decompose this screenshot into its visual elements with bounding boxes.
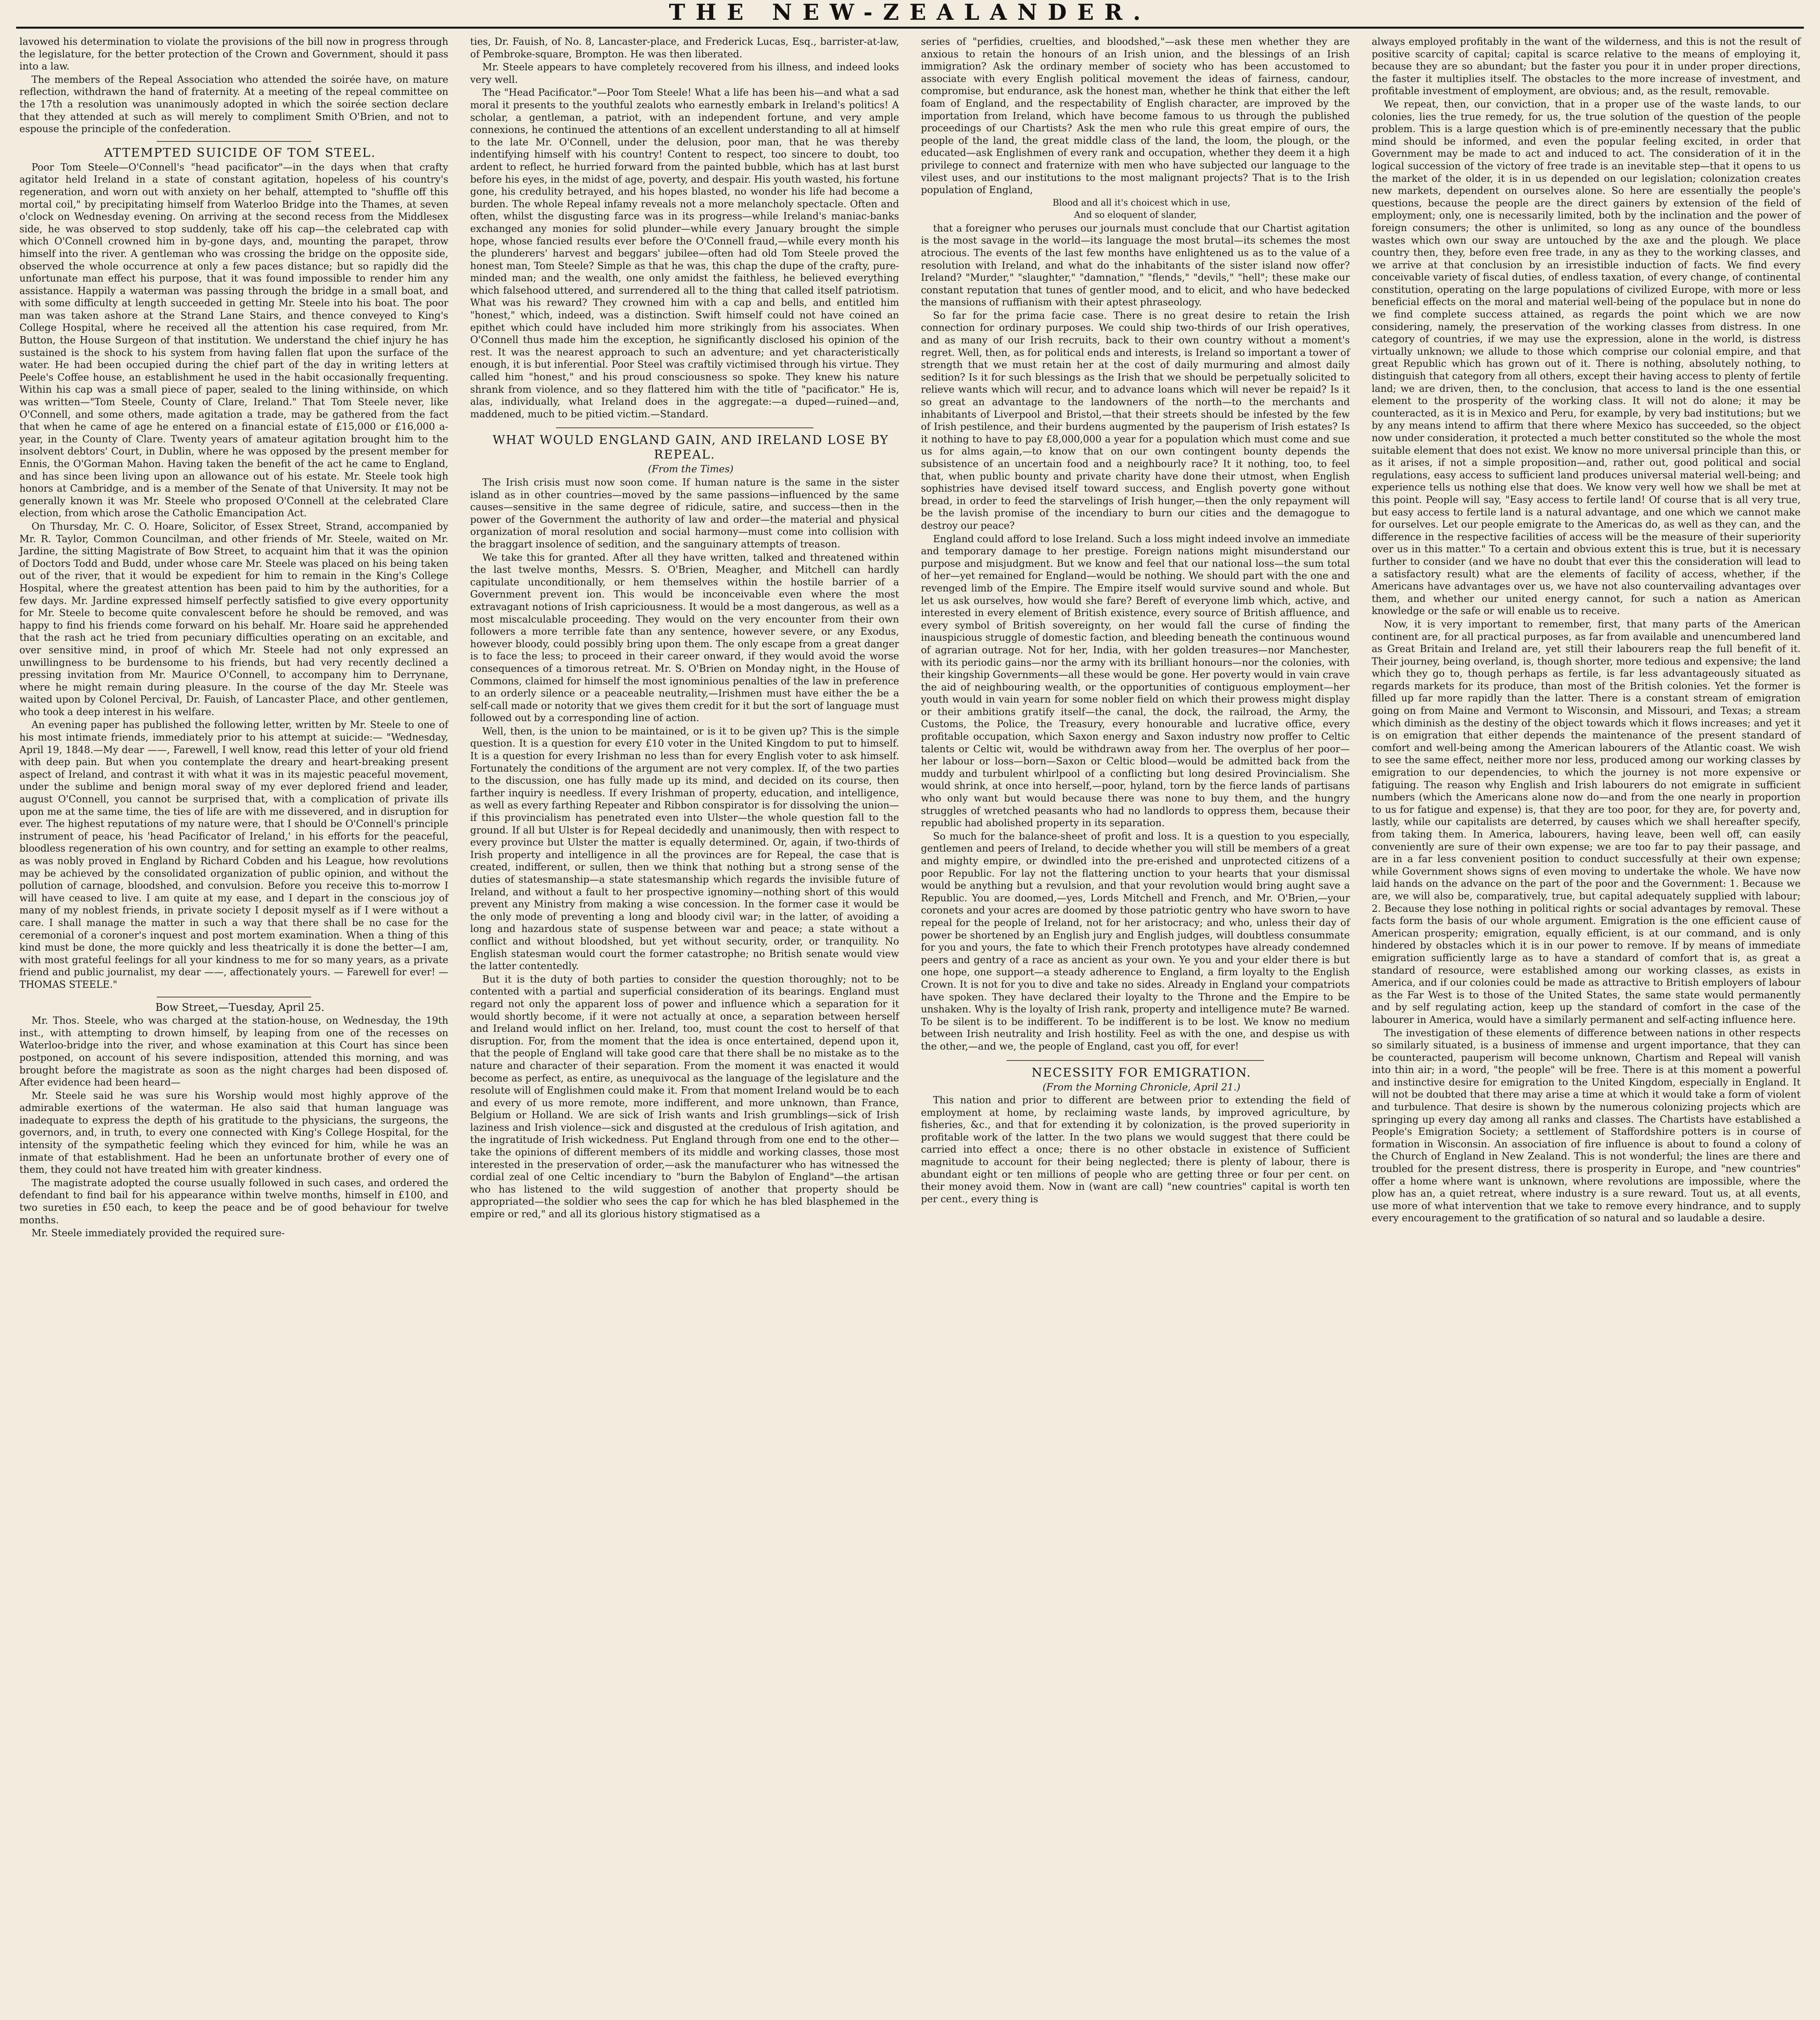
article-source: (From the Times) [648,463,734,475]
paragraph: This nation and prior to different are between prior to extending the field of employment at home, by reclaiming waste lands, by improved agriculture, by fisheries, &c., and that for extending it by colonization, is the proved superiority in profitable work of the latter. In the two plans we would suggest that there could be carried into effect a once; there is no other obstacle in existence of Sufficient magnitude to account for their being neglected; there is plenty of labour, there is abundant eight or ten millions of people who are getting three or four per cent. on their money avoid them. Now in (want are call) "new countries" capital is worth ten per cent., every thing is [921,1094,1350,1205]
paragraph: So much for the balance-sheet of profit and loss. It is a question to you especially, gentlemen and peers of Ireland, to decide whether you will still be members of a great and mighty empire, or dwindled into the pre-erished and unprotected citizens of a poor Republic. For lay not the flattering unction to your hearts that your dismissal would be anything but a revulsion, and that your revolution would bring aught save a Republic. You are doomed,—yes, Lords Mitchell and French, and Mr. O'Brien,—your coronets and your acres are doomed by those patriotic gentry who have sworn to have repeal for the people of Ireland, not for her aristocracy; and who, unless their day of power be shortened by an English jury and English judges, will doubtless consummate for you and yours, the fate to which their French prototypes have already condemned peers and gentry of a race as ancient as your own. Ye you and your elder there is but one hope, one support—a steady adherence to England, a firm loyalty to the English Crown. It is not for you to dive and take no sides. Already in England your compatriots have spoken. They have declared their loyalty to the Throne and the Empire to be unshaken. Why is the loyalty of Irish rank, property and intelligence mute? Be warned. To be silent is to be indifferent. To be indifferent is to be lost. We know no medium between Irish neutrality and Irish hostility. Feel as with the one, and despise us with the other,—and we, the people of England, cast you off, for ever! [921,830,1350,1052]
masthead-title: THE NEW-ZEALANDER. [669,0,1151,25]
divider [1007,1060,1264,1061]
paragraph: ties, Dr. Fauish, of No. 8, Lancaster-place, and Frederick Lucas, Esq., barrister-at-law, of Pembroke-square, Brompton. He was then liberated. [470,36,899,60]
paragraph: Mr. Steele said he was sure his Worship would most highly approve of the admirable exertions of the waterman. He also said that human language was inadequate to express the depth of his gratitude to the physicians, the surgeons, the governors, and, in truth, to every one connected with King's College Hospital, for the intensity of the sympathetic feeling which they evinced for him, while he was an inmate of that establishment. Had he been an unfortunate brother of every one of them, they could not have treated him with greater kindness. [19,1090,449,1176]
paragraph: series of "perfidies, cruelties, and bloodshed,"—ask these men whether they are anxious to retain the honours of an Irish union, and the blessings of an Irish immigration? Ask the ordinary member of society who has been accustomed to associate with every English political movement the ideas of fairness, candour, compromise, but endurance, ask the honest man, whether he think that either the left foam of England, and the respectability of English character, are improved by the importation from Ireland, which have become famous to us through the published proceedings of our Chartists? Ask the men who rule this great empire of ours, the people of the land, the great middle class of the land, the loom, the plough, or the educated—ask Englishmen of every rank and occupation, whether they deem it a high privilege to connect and fraternize with men who have subjected our language to the vilest uses, and our institutions to the most malignant projects? That is to the Irish population of England, [921,36,1350,196]
columns [16,36,1804,2020]
verse-quote: Blood and all it's choicest which in use, And so eloquent of slander, [1052,198,1230,220]
divider [556,427,813,428]
paragraph: Now, it is very important to remember, first, that many parts of the American continent are, for all practical purposes, as far from available and unencumbered land as Great Britain and Ireland are, yet still their labourers reap the full benefit of it. Their journey, being overland, is, though shorter, more tedious and expensive; the land which they go to, though perhaps as fertile, is far less advantageously situated as regards markets for its produce, than most of the British colonies. Yet the former is filled up far more rapidly than the latter. There is a constant stream of emigration going on from Maine and Vermont to Wisconsin, and Missouri, and Texas; a stream which diminish as the destiny of the object towards which it flows increases; and yet it is on emigration that either depends the maintenance of the present standard of comfort and well-being among the American labourers of the Atlantic coast. We wish to see the same effect, neither more nor less, produced among our working classes by emigration to our dependencies, to which the journey is not more expensive or fatiguing. The reason why English and Irish labourers do not emigrate in sufficient numbers (which the Americans alone now do—and from the one nearly in proportion to us for fatigue and expense) is, that they are too poor, for they are, for poverty and, lastly, while our capitalists are deterred, by causes which we shall hereafter specify, from taking them. In America, labourers, having leave, been well off, can easily conveniently are sure of their own expense; we are too far to pay their passage, and are in a far less convenient position to conduct successfully at their own expense; while Government shows signs of even moving to undertake the whole. We have now laid hands on the advance on the part of the poor and the Government: 1. Because we are, we will also be, comparatively, true, but capital adequately supplied with labour; 2. Because they lose nothing in political rights or social advantages by removal. These facts form the basis of our whole argument. Emigration is the one efficient cause of American prosperity; emigration, equally efficient, is at our command, and is only hindered by obstacles which it is in our power to remove. If by means of immediate emigration sufficiently large as to have a standard of comfort that is, as great a standard of resource, were established among our working classes, as exists in America, and if our colonies could be made as attractive to British employers of labour as the Far West is to those of the United States, the same state would permanently and by self regulating action, keep up the standard of comfort in the case of the labourer in America, would have a similarly permanent and self-acting influence here. [1371,618,1801,1025]
paragraph: Mr. Steele appears to have completely recovered from his illness, and indeed looks very well. [470,61,899,85]
paragraph: The investigation of these elements of difference between nations in other respects so similarly situated, is a business of immense and urgent importance, that they can be counteracted, pauperism will become unknown, Chartism and Repeal will vanish into thin air; in a word, "the people" will be free. There is at this moment a powerful and instinctive desire for emigration to the United Kingdom, especially in England. It will not be doubted that there may arise a time at which it would take a form of violent and turbulence. That desire is shown by the numerous colonizing projects which are springing up every day among all ranks and classes. The Chartists have established a People's Emigration Society; a settlement of Staffordshire potters is in course of formation in Wisconsin. An association of fire influence is about to found a colony of the Church of England in New Zealand. This is not wonderful; the lines are there and troubled for the present distress, there is prosperity in Europe, and "new countries" offer a home where want is unknown, where revolutions are impossible, where the plow has an, a quiet retreat, where industry is a sure reward. Tout us, at all events, use more of what intervention that we take to remove every hindrance, and to supply every encouragement to the gratification of so natural and so laudable a desire. [1371,1027,1801,1224]
article-heading: NECESSITY FOR EMIGRATION. [1031,1065,1251,1080]
paragraph: Poor Tom Steele—O'Connell's "head pacificator"—in the days when that crafty agitator held Ireland in a state of constant agitation, hopeless of his country's regeneration, and worn out with anxiety on her behalf, attempted to "shuffle off this mortal coil," by precipitating himself from Waterloo Bridge into the Thames, at seven o'clock on Wednesday evening. On arriving at the second recess from the Middlesex side, he was observed to stop suddenly, take off his cap—the celebrated cap with which O'Connell crowned him in by-gone days, and, mounting the parapet, throw himself into the river. A gentleman who was crossing the bridge on the opposite side, observed the whole occurrence at only a few paces distance; but so rapidly did the unfortunate man effect his purpose, that it was found impossible to render him any assistance. Happily a waterman was passing through the bridge in a small boat, and with some difficulty at length succeeded in getting Mr. Steele into his boat. The poor man was taken ashore at the Strand Lane Stairs, and thence conveyed to King's College Hospital, where he received all the attention his case required, from Mr. Button, the House Surgeon of that institution. We understand the chief injury he has sustained is the shock to his system from having fallen flat upon the surface of the water. He had been occupied during the chief part of the day in writing letters at Peele's Coffee house, an establishment he used in the habit occasionally frequenting. Within his cap was a small piece of paper, sealed to the lining withinside, on which was written—"Tom Steele, County of Clare, Ireland." That Tom Steele never, like O'Connell, and some others, made agitation a trade, may be gathered from the fact that when he came of age he entered on a financial estate of £15,000 or £16,000 a-year, in the County of Clare. Twenty years of amateur agitation brought him to the insolvent debtors' Court, in Dublin, where he was opposed by the present member for Ennis, the O'Gorman Mahon. Having taken the benefit of the act he came to England, and has since been living upon an allowance out of his estate. Mr. Steele took high honors at Cambridge, and is a member of the Senate of that University. It may not be generally known it was Mr. Steele who proposed O'Connell at the celebrated Clare election, from which arose the Catholic Emancipation Act. [19,161,449,519]
column-4 [1369,36,1804,2020]
column-2 [467,36,903,2020]
paragraph: The members of the Repeal Association who attended the soirée have, on mature reflection, withdrawn the hand of fraternity. At a meeting of the repeal committee on the 17th a resolution was unanimously adopted in which the soirée section declare that they attended at such as will merely to compliment Smith O'Brien, and not to espouse the principle of the confederation. [19,74,449,135]
paragraph: always employed profitably in the want of the wilderness, and this is not the result of positive scarcity of capital; capital is scarce relative to the means of employing it, because they are so abundant; but the faster you pour it in under proper directions, the faster it multiplies itself. The obstacles to the more increase of investment, and profitable investment of employment, are obvious; and, as the result, removable. [1371,36,1801,97]
paragraph: But it is the duty of both parties to consider the question thoroughly; not to be contented with a partial and superficial consideration of its bearings. England must regard not only the apparent loss of power and influence which a separation for it would shortly become, if it were not actually at once, a separation between herself and Ireland would inflict on her. Ireland, too, must count the cost to herself of that disruption. For, from the moment that the idea is once entertained, depend upon it, that the people of England will take good care that there shall be no mistake as to the nature and character of their separation. From the moment it was enacted it would become as perfect, as entire, as unequivocal as the language of the legislature and the resolute will of Englishmen could make it. From that moment Ireland would be to each and every of us more remote, more indifferent, and more unknown, than France, Belgium or Holland. We are sick of Irish wants and Irish grumblings—sick of Irish laziness and Irish violence—sick and disgusted at the credulous of Irish agitation, and the ingratitude of Irish wickedness. Put England through from one end to the other—take the opinions of different members of its middle and working classes, those most interested in the preservation of order,—ask the manufacturer who has witnessed the cordial zeal of one Celtic incendiary to "burn the Babylon of England"—the artisan who has listened to the wild suggestion of another that property should be appropriated—the soldier who sees the cap for which he has bled blasphemed in the empire or red," and all its glorious history stigmatised as a [470,973,899,1220]
paragraph: So far for the prima facie case. There is no great desire to retain the Irish connection for ordinary purposes. We could ship two-thirds of our Irish operatives, and as many of our Irish recruits, back to their own country without a moment's regret. Well, then, as for political ends and interests, is Ireland so important a tower of strength that we must retain her at the cost of daily murmuring and almost daily sedition? Is it for such blessings as the Irish that we should be perpetually solicited to relieve wants which will recur, and to advance loans which will never be repaid? Is it so great an advantage to the landowners of the north—to the merchants and inhabitants of Liverpool and Bristol,—that their streets should be infested by the few of Irish pestilence, and their burdens augmented by the pauperism of Irish estates? Is it nothing to have to pay £8,000,000 a year for a population which must come and sue us for alms again,—to know that on our own contingent bounty depends the subsistence of an uncertain food and a neighbourly race? It it nothing, too, to feel that, when public bounty and private charity have done their utmost, when English sophistries have devised itself toward success, and English poverty gone without bread, in order to feed the starvelings of Irish hunger,—then the only repayment will be the lavish promise of the incendiary to burn our cities and the demagogue to destroy our peace? [921,309,1350,531]
article-heading: ATTEMPTED SUICIDE OF TOM STEEL. [104,145,376,160]
article-source: (From the Morning Chronicle, April 21.) [1043,1081,1241,1093]
paragraph: The magistrate adopted the course usually followed in such cases, and ordered the defendant to find bail for his appearance within twelve months, himself in £100, and two sureties in £50 each, to keep the peace and be of good behaviour for twelve months. [19,1177,449,1226]
masthead [0,0,1820,24]
paragraph: Mr. Steele immediately provided the required sure- [32,1227,285,1239]
article-heading: WHAT WOULD ENGLAND GAIN, AND IRELAND LOSE BY REPEAL. [493,433,889,462]
paragraph: On Thursday, Mr. C. O. Hoare, Solicitor, of Essex Street, Strand, accompanied by Mr. R. Taylor, Common Councilman, and other friends of Mr. Steele, waited on Mr. Jardine, the sitting Magistrate of Bow Street, to acquaint him that it was the opinion of Doctors Todd and Budd, under whose care Mr. Steele was placed on his being taken out of the river, that it would be expedient for him to remain in the King's College Hospital, where the greatest attention has been paid to him by the authorities, for a few days. Mr. Jardine expressed himself perfectly satisfied to give every opportunity for Mr. Steele to become quite convalescent before he should be removed, and was happy to find his friends come forward on his behalf. Mr. Hoare said he apprehended that the rash act he tried from pecuniary difficulties operating on an excitable, and over sensitive mind, in proof of which Mr. Steele had not only expressed an unwillingness to be burdensome to his friends, but had very recently declined a pressing invitation from Mr. Maurice O'Connell, to accompany him to Derrynane, where he might remain during pleasure. In the course of the day Mr. Steele was waited upon by Colonel Percival, Dr. Fauish, of Lancaster Place, and other gentlemen, who took a deep interest in his welfare. [19,520,449,718]
column-1 [16,36,452,2020]
masthead-rule [16,27,1804,29]
paragraph: We take this for granted. After all they have written, talked and threatened within the last twelve months, Messrs. S. O'Brien, Meagher, and Mitchell can hardly capitulate unconditionally, or hem themselves within the hostile barrier of a Government prevent ion. This would be inconceivable even where the most extravagant notions of Irish capriciousness. It would be a most dangerous, as well as a most miscalculable proceeding. They would on the very encounter from their own followers a more terrible fate than any sentence, however severe, or any Exodus, however bloody, could possibly bring upon them. The only escape from a great danger is to face the less; to proceed in their career onward, if they would avoid the worse consequences of a timorous retreat. Mr. S. O'Brien on Monday night, in the House of Commons, claimed for himself the most ignominious penalties of the law in preference to an orderly silence or a peaceable neutrality,—Irishmen must have either the be a self-call made or notority that we gives them credit for it but the sort of language must followed out by a corresponding line of action. [470,551,899,724]
paragraph: We repeat, then, our conviction, that in a proper use of the waste lands, to our colonies, lies the true remedy, for us, the true solution of the question of the people problem. This is a large question which is of pre-eminently necessary that the public mind should be informed, and even the popular feeling excited, in order that Government may be made to act and induced to act. The consideration of it in the logical succession of the victory of free trade is an inevitable step—that it opens to us the market of the older, it is in us depended on our legislation; colonization creates new markets, dependent on ourselves alone. So here are essentially the people's questions, because the people are the direct gainers by extension of the field of employment; only, one is necessarily limited, both by the inclination and the power of foreign consumers; the other is unlimited, so long as any ounce of the boundless wastes which own our sway are untouched by the axe and the plough. We place country then, they, before even free trade, in any as they to the working classes, and we arrive at that conclusion by an irresistible induction of facts. We find every conceivable variety of fiscal duties, of endless taxation, of every change, of continental constitution, operating on the large populations of civilized Europe, with more or less beneficial effects on the moral and material well-being of the populace but in none do we find complete success attained, as regards the point which we are now considering, namely, the preservation of the working classes from distress. In one category of countries, if we may use the expression, alone in the world, is distress virtually unknown; we allude to those which comprise our colonial empire, and that great Republic which has grown out of it. There is nothing, absolutely nothing, to distinguish that category from all others, except their having access to plenty of fertile land; we are driven, then, to the conclusion, that access to land is the one essential element to the prosperity of the working class. It will not do alone; it may be counteracted, as it is in Mexico and Peru, for example, by very bad institutions; but we by any means intend to affirm that there where Mexico has succeeded, so the object now under consideration, it protected a much better constituted so the whole the most suitable element that does not exist. We know no more universal principle than this, or as it arises, if not a simple proposition—and, rather out, good political and social regulations, easy access to sufficient land produces universal material well-being; and experience tells us nothing else that does. We know very well how we shall be met at this point. People will say, "Easy access to fertile land! Of course that is all very true, but easy access to fertile land is a natural advantage, and one which we cannot make for ourselves. Let our people emigrate to the Americas do, as well as they can, and the difference in the respective facilities of access will be the measure of their superiority over us in this matter." To a certain and obvious extent this is true, but it is necessary further to consider (and we have no doubt that ever this the consideration will lead to a satisfactory result) what are the elements of facility of access, whether, if the Americans have advantages over us, we have not also countervailing advantages over them, and whether our united energy cannot, for such a nation as American knowledge or the safe or will enable us to receive. [1371,98,1801,617]
paragraph: Mr. Thos. Steele, who was charged at the station-house, on Wednesday, the 19th inst., with attempting to drown himself, by leaping from one of the recesses on Waterloo-bridge into the river, and whose examination at this Court has since been postponed, on account of his severe indisposition, attended this morning, and was brought before the magistrate as soon as the night charges had been disposed of. After evidence had been heard— [19,1015,449,1088]
paragraph: An evening paper has published the following letter, written by Mr. Steele to one of his most intimate friends, immediately prior to his attempt at suicide:— "Wednesday, April 19, 1848.—My dear ——, Farewell, I well know, read this letter of your old friend with deep pain. But when you contemplate the dreary and heart-breaking present aspect of Ireland, and contrast it with what it was in its majestic peaceful movement, under the sublime and benign moral sway of my ever deplored friend and leader, august O'Connell, you cannot be surprised that, with a complication of private ills upon me at the same time, the ties of life are with me dissevered, and in disruption for ever. The highest reputations of my nature were, that I should be O'Connell's principle instrument of peace, his 'head Pacificator of Ireland,' in his efforts for the peaceful, bloodless regeneration of his own country, and for setting an example to other realms, as was nobly proved in England by Richard Cobden and his League, how revolutions may be achieved by the consolidated organization of public opinion, and without the pollution of carnage, bloodshed, and convulsion. Before you receive this to-morrow I will have ceased to live. I am quite at my ease, and I depart in the conscious joy of many of my noblest friends, in private society I deposit myself as if I were without a care. I shall manage the matter in such a way that there shall be no case for the ceremonial of a coroner's inquest and post mortem examination. When a thing of this kind must be done, the more quickly and less theatrically it is done the better—I am, with most grateful feelings for all your kindness to me for so many years, as a private friend and public journalist, my dear ——, affectionately yours. — Farewell for ever! — THOMAS STEELE." [19,719,449,990]
divider [157,141,311,142]
paragraph: that a foreigner who peruses our journals must conclude that our Chartist agitation is the most savage in the world—its language the most brutal—its schemes the most atrocious. The events of the last few months have enlightened us as to the value of a resolution with Ireland, and what do the inhabitants of the sister island now offer? Ireland? "Murder," "slaughter," "damnation," "flends," "devils," "hell"; these make our constant reputation that tunes of gentler mood, and to elicit, and who have bedecked the mansions of ruffianism with their aptest phraseology. [921,222,1350,308]
paragraph: The Irish crisis must now soon come. If human nature is the same in the sister island as in other countries—moved by the same passions—influenced by the same causes—sensitive in the same degree of ridicule, satire, and success—then in the power of the Government the authority of law and order—the material and physical organization of moral resolution and social harmony—must come into collision with the braggart insolence of sedition, and the sanguinary attempts of treason. [470,477,899,550]
dateline: Bow Street,—Tuesday, April 25. [155,1001,324,1014]
paragraph: England could afford to lose Ireland. Such a loss might indeed involve an immediate and temporary damage to her prestige. Foreign nations might misunderstand our purpose and misjudgment. But we know and feel that our national loss—the sum total of her—yet remained for England—would be nothing. We should part with the one and revenged limb of the Empire. The Empire itself would survive sound and whole. But let us ask ourselves, how would she fare? Bereft of everyone limb which, active, and interested in every element of British existence, every source of British affluence, and every symbol of British sovereignty, on her would fall the curse of finding the inauspicious struggle of domestic faction, and bleeding beneath the continuous wound of agrarian outrage. Not for her, India, with her golden treasures—nor Manchester, with its periodic gains—nor the army with its brilliant honours—nor the colonies, with their kingship Governments—all these would be gone. Her poverty would in vain crave the aid of neighbouring wealth, or the opportunities of contiguous employment—her youth would in vain yearn for some nobler field on which their prowess might display or their ambitions gratify itself—the canal, the dock, the railroad, the Army, the Customs, the Police, the Treasury, every honourable and lucrative office, every profitable occupation, which Saxon energy and Saxon industry now proffer to Celtic talents or Celtic wit, would be withdrawn away from her. The overplus of her poor—her labour or loss—born—Saxon or Celtic blood—would be admitted back from the muddy and turbulent whirlpool of a conflicting but long desired Provincialism. She would shrink, at once into herself,—poor, hyland, torn by the fierce lands of partisans who only want but would because there was none to buy them, and the hungry struggles of wretched peasants who had no landlords to oppress them, because their republic had abolished property in its separation. [921,533,1350,829]
paragraph: lavowed his determination to violate the provisions of the bill now in progress through the legislature, for the better protection of the Crown and Government, should it pass into a law. [19,36,449,72]
column-3 [918,36,1353,2020]
paragraph: The "Head Pacificator."—Poor Tom Steele! What a life has been his—and what a sad moral it presents to the youthful zealots who earnestly embark in Ireland's politics! A scholar, a gentleman, a patriot, with an independent fortune, and very ample connexions, he continued the attentions of an excellent understanding to all at himself to the late Mr. O'Connell, under the delusion, poor man, that he was thereby indentifying himself with his country! Content to respect, too sincere to doubt, too ardent to reflect, he hurried forward from the painted bubble, which has at last burst before his eyes, in the midst of age, poverty, and despair. His youth wasted, his fortune gone, his credulity betrayed, and his hopes blasted, no wonder his life had become a burden. The whole Repeal infamy reveals not a more melancholy spectacle. Often and often, whilst the disgusting farce was in its progress—while Ireland's maniac-banks exchanged any monies for solid plunder—while every January brought the simple hope, whose fancied results ever before the O'Connell fraud,—while every month his the plunderers' harvest and beggars' jubilee—often had old Tom Steele proved the honest man, Tom Steele? Simple as that he was, this chap the dupe of the crafty, pure-minded man; and the wealth, one only amidst the faithless, he believed everything which falsehood uttered, and surrendered all to the thing that called itself patriotism. What was his reward? They crowned him with a cap and bells, and entitled him "honest," which, indeed, was a distinction. Swift himself could not have coined an epithet which could have included him more strikingly from his associates. When O'Connell thus made him the exception, he significantly disclosed his opinion of the rest. It was the nearest approach to such an adventure; and yet characteristically enough, it is but inferential. Poor Steel was craftily victimised through his virtue. They called him "honest," and his proud consciousness so spoke. They knew his nature shrank from violence, and so they flattered him with the title of "pacificator." He is, alas, individually, what Ireland does in the aggregate:—a duped—ruined—and, maddened, much to be pitied victim.—Standard. [470,87,899,420]
paragraph: Well, then, is the union to be maintained, or is it to be given up? This is the simple question. It is a question for every £10 voter in the United Kingdom to put to himself. It is a question for every Irishman no less than for every English voter to ask himself. Fortunately the conditions of the argument are not very complex. If, of the two parties to the discussion, one has fully made up its mind, and decided on its course, then farther inquiry is needless. If every Irishman of property, education, and intelligence, as well as every farthing Repeater and Ribbon conspirator is for dissolving the union—if this provincialism has penetrated even into Ulster—the whole question fall to the ground. If all but Ulster is for Repeal decidedly and unanimously, then with respect to every province but Ulster the matter is equally determined. Or, again, if two-thirds of Irish property and intelligence in all the provinces are for Repeal, the case that is created, indifferent, or sullen, then we think that nothing but a strong sense of the duties of statesmanship—a state statesmanship which regards the invisible future of Ireland, and without a fault to her prospective ignominy—nothing short of this would prevent any Ministry from making a wise concession. In the former case it would be the only mode of preventing a long and bloody civil war; in the latter, of avoiding a long and hazardous state of suspense between war and peace; a state without a conflict and without bloodshed, but yet without security, order, or tranquility. No English statesman would court the former catastrophe; no British senate would view the latter contentedly. [470,725,899,972]
